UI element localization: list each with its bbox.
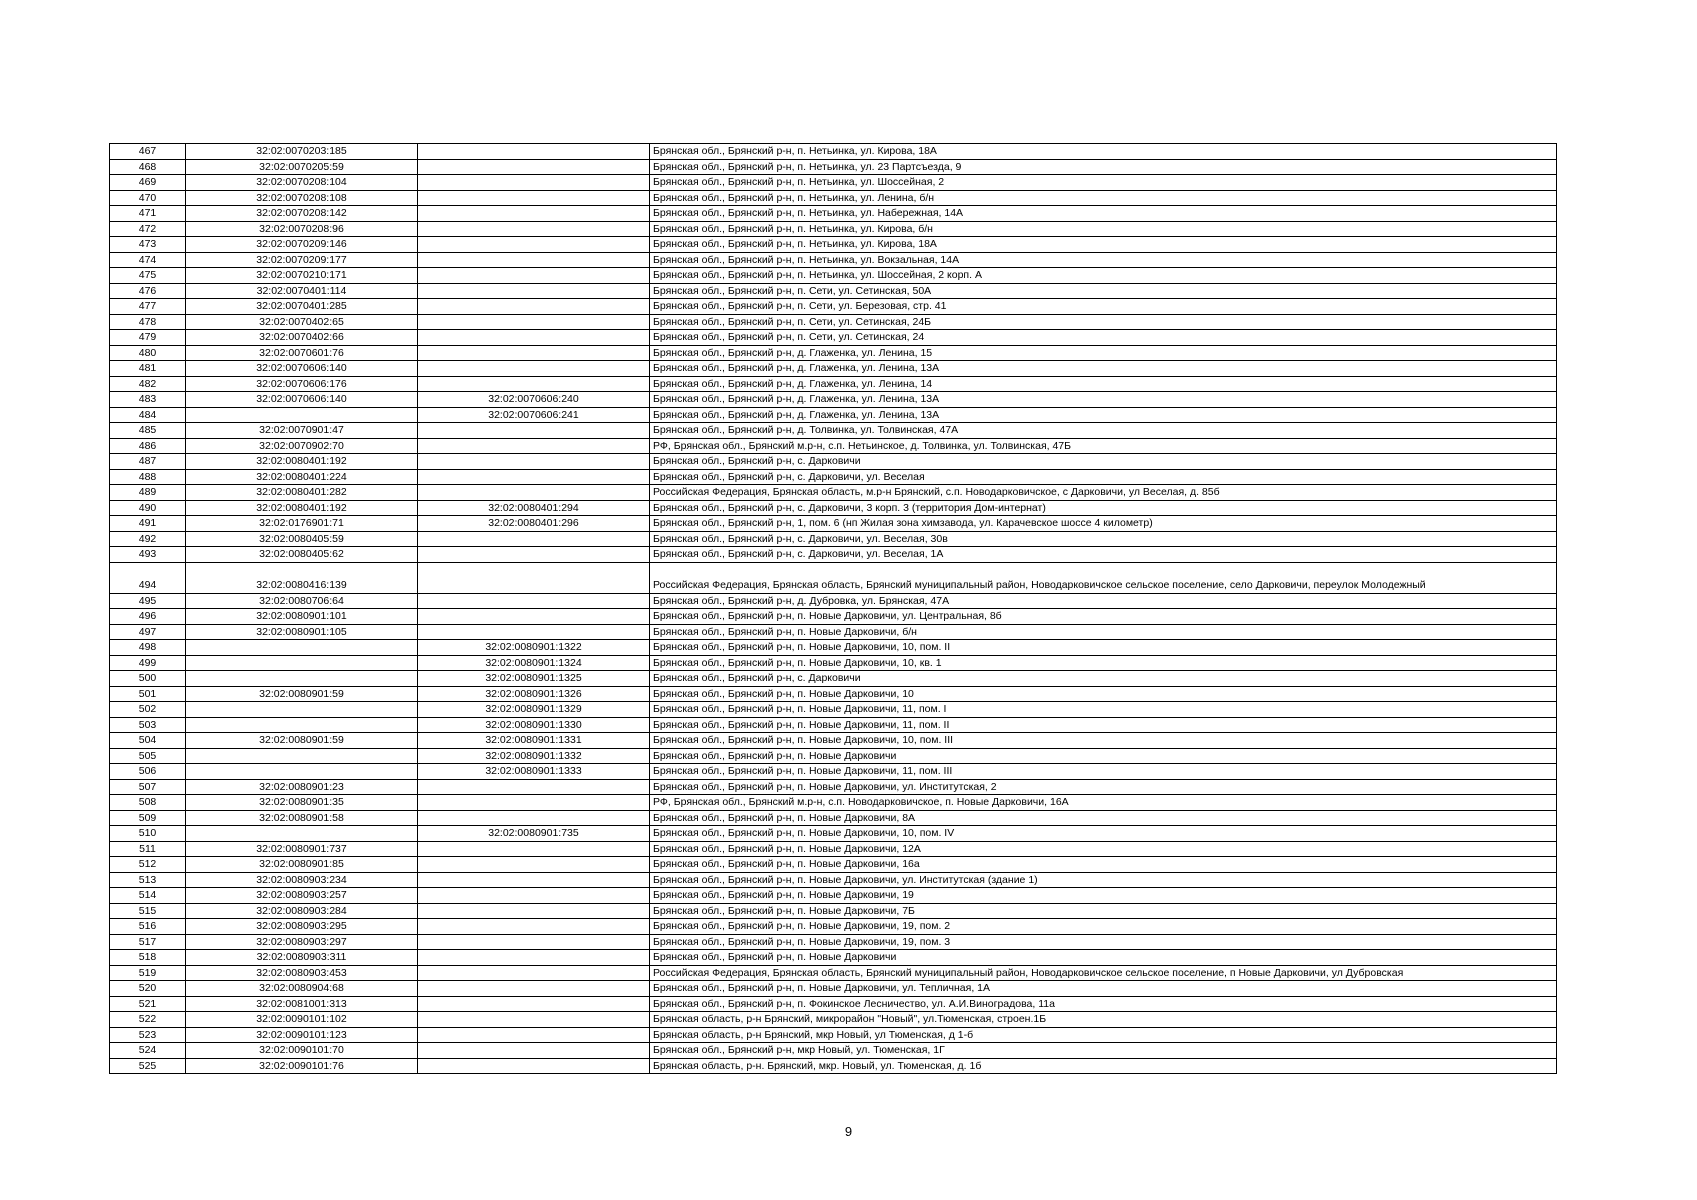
parcel-number-cell (418, 314, 650, 330)
row-number-cell: 468 (110, 159, 186, 175)
cadastral-number-cell: 32:02:0070209:177 (186, 252, 418, 268)
cadastral-number-cell: 32:02:0080904:68 (186, 981, 418, 997)
cadastral-number-cell: 32:02:0080903:453 (186, 965, 418, 981)
parcel-number-cell (418, 361, 650, 377)
parcel-number-cell: 32:02:0080901:1333 (418, 764, 650, 780)
address-cell: Брянская обл., Брянский р-н, п. Новые Дарковичи (650, 950, 1557, 966)
row-number-cell: 514 (110, 888, 186, 904)
parcel-number-cell (418, 330, 650, 346)
parcel-number-cell: 32:02:0080901:735 (418, 826, 650, 842)
table-row (110, 206, 1557, 222)
cadastral-number-cell: 32:02:0080903:257 (186, 888, 418, 904)
address-cell: Брянская обл., Брянский р-н, п. Новые Дарковичи, ул. Тепличная, 1А (650, 981, 1557, 997)
row-number-cell: 504 (110, 733, 186, 749)
table-row (110, 686, 1557, 702)
table-row (110, 175, 1557, 191)
row-number-cell: 499 (110, 655, 186, 671)
table-row (110, 423, 1557, 439)
row-number-cell: 472 (110, 221, 186, 237)
address-cell: Российская Федерация, Брянская область, Брянский муниципальный район, Новодарковичское сельское поселение, п Новые Дарковичи, ул Дубровская (650, 965, 1557, 981)
cadastral-number-cell: 32:02:0070402:65 (186, 314, 418, 330)
table-row (110, 159, 1557, 175)
cadastral-number-cell: 32:02:0080903:297 (186, 934, 418, 950)
table-row (110, 268, 1557, 284)
parcel-number-cell (418, 795, 650, 811)
row-number-cell: 515 (110, 903, 186, 919)
table-row (110, 485, 1557, 501)
parcel-number-cell: 32:02:0080901:1324 (418, 655, 650, 671)
row-number-cell: 481 (110, 361, 186, 377)
parcel-number-cell (418, 268, 650, 284)
cadastral-number-cell: 32:02:0080901:105 (186, 624, 418, 640)
table-row (110, 764, 1557, 780)
cadastral-number-cell: 32:02:0080401:282 (186, 485, 418, 501)
row-number-cell: 508 (110, 795, 186, 811)
address-cell: РФ, Брянская обл., Брянский м.р-н, с.п. Нетьинское, д. Толвинка, ул. Толвинская, 47Б (650, 438, 1557, 454)
address-cell: Брянская обл., Брянский р-н, п. Новые Дарковичи, 19 (650, 888, 1557, 904)
row-number-cell: 498 (110, 640, 186, 656)
address-cell: Брянская обл., Брянский р-н, д. Толвинка, ул. Толвинская, 47А (650, 423, 1557, 439)
parcel-number-cell: 32:02:0070606:240 (418, 392, 650, 408)
table-row (110, 702, 1557, 718)
cadastral-number-cell: 32:02:0070208:108 (186, 190, 418, 206)
table-row (110, 640, 1557, 656)
parcel-number-cell: 32:02:0080901:1326 (418, 686, 650, 702)
cadastral-number-cell: 32:02:0080901:85 (186, 857, 418, 873)
table-row (110, 624, 1557, 640)
table-row (110, 779, 1557, 795)
table-row (110, 438, 1557, 454)
address-cell: Брянская обл., Брянский р-н, с. Дарковичи, ул. Веселая, 30в (650, 531, 1557, 547)
row-number-cell: 488 (110, 469, 186, 485)
cadastral-number-cell: 32:02:0090101:123 (186, 1027, 418, 1043)
row-number-cell: 500 (110, 671, 186, 687)
cadastral-number-cell (186, 702, 418, 718)
cadastral-number-cell (186, 717, 418, 733)
row-number-cell: 496 (110, 609, 186, 625)
row-number-cell: 491 (110, 516, 186, 532)
table-row (110, 500, 1557, 516)
parcel-number-cell (418, 206, 650, 222)
table-row (110, 314, 1557, 330)
parcel-number-cell (418, 609, 650, 625)
cadastral-number-cell: 32:02:0080416:139 (186, 562, 418, 593)
table-row (110, 919, 1557, 935)
address-cell: Брянская обл., Брянский р-н, п. Новые Дарковичи, 10, пом. II (650, 640, 1557, 656)
address-cell: Брянская обл., Брянский р-н, п. Нетьинка, ул. Кирова, 18А (650, 237, 1557, 253)
cadastral-number-cell: 32:02:0090101:70 (186, 1043, 418, 1059)
parcel-number-cell: 32:02:0080901:1322 (418, 640, 650, 656)
parcel-number-cell (418, 903, 650, 919)
cadastral-number-cell: 32:02:0070606:140 (186, 361, 418, 377)
parcel-number-cell: 32:02:0080901:1325 (418, 671, 650, 687)
address-cell: Брянская обл., Брянский р-н, п. Сети, ул. Березовая, стр. 41 (650, 299, 1557, 315)
row-number-cell: 475 (110, 268, 186, 284)
address-cell: Брянская обл., Брянский р-н, п. Новые Дарковичи, 8А (650, 810, 1557, 826)
table-row (110, 857, 1557, 873)
cadastral-number-cell: 32:02:0070902:70 (186, 438, 418, 454)
cadastral-number-cell: 32:02:0070205:59 (186, 159, 418, 175)
row-number-cell: 495 (110, 593, 186, 609)
cadastral-number-cell: 32:02:0070402:66 (186, 330, 418, 346)
table-row (110, 671, 1557, 687)
parcel-number-cell (418, 547, 650, 563)
table-row (110, 1027, 1557, 1043)
address-cell: Брянская обл., Брянский р-н, п. Новые Дарковичи, 11, пом. I (650, 702, 1557, 718)
table-row (110, 841, 1557, 857)
cadastral-number-cell: 32:02:0080903:234 (186, 872, 418, 888)
row-number-cell: 525 (110, 1058, 186, 1074)
address-cell: Брянская обл., Брянский р-н, п. Нетьинка, ул. 23 Партсъезда, 9 (650, 159, 1557, 175)
cadastral-number-cell: 32:02:0080901:58 (186, 810, 418, 826)
cadastral-number-cell (186, 764, 418, 780)
row-number-cell: 473 (110, 237, 186, 253)
table-row (110, 469, 1557, 485)
parcel-number-cell: 32:02:0080901:1330 (418, 717, 650, 733)
address-cell: Российская Федерация, Брянская область, Брянский муниципальный район, Новодарковичское сельское поселение, село Дарковичи, переулок Молодежный (650, 562, 1557, 593)
address-cell: Брянская область, р-н. Брянский, мкр. Новый, ул. Тюменская, д. 1б (650, 1058, 1557, 1074)
parcel-number-cell (418, 175, 650, 191)
table-row (110, 748, 1557, 764)
address-cell: Брянская обл., Брянский р-н, п. Нетьинка, ул. Набережная, 14А (650, 206, 1557, 222)
cadastral-number-cell: 32:02:0070606:140 (186, 392, 418, 408)
parcel-number-cell (418, 1012, 650, 1028)
table-row (110, 252, 1557, 268)
table-row (110, 826, 1557, 842)
table-row (110, 237, 1557, 253)
address-cell: Брянская обл., Брянский р-н, с. Дарковичи, ул. Веселая (650, 469, 1557, 485)
address-cell: Брянская обл., Брянский р-н, п. Сети, ул. Сетинская, 24Б (650, 314, 1557, 330)
address-cell: Брянская обл., Брянский р-н, п. Нетьинка, ул. Кирова, б/н (650, 221, 1557, 237)
parcel-number-cell (418, 841, 650, 857)
row-number-cell: 492 (110, 531, 186, 547)
table-row (110, 810, 1557, 826)
property-table (109, 143, 1557, 1074)
row-number-cell: 519 (110, 965, 186, 981)
row-number-cell: 513 (110, 872, 186, 888)
address-cell: Брянская обл., Брянский р-н, п. Нетьинка, ул. Кирова, 18А (650, 144, 1557, 160)
cadastral-number-cell: 32:02:0090101:76 (186, 1058, 418, 1074)
table-row (110, 190, 1557, 206)
cadastral-number-cell: 32:02:0070401:285 (186, 299, 418, 315)
row-number-cell: 489 (110, 485, 186, 501)
parcel-number-cell (418, 888, 650, 904)
cadastral-number-cell: 32:02:0080901:101 (186, 609, 418, 625)
row-number-cell: 486 (110, 438, 186, 454)
address-cell: Брянская обл., Брянский р-н, п. Новые Дарковичи, 11, пом. III (650, 764, 1557, 780)
cadastral-number-cell (186, 655, 418, 671)
parcel-number-cell (418, 438, 650, 454)
table-row (110, 609, 1557, 625)
address-cell: Брянская обл., Брянский р-н, п. Нетьинка, ул. Шоссейная, 2 (650, 175, 1557, 191)
cadastral-number-cell: 32:02:0080706:64 (186, 593, 418, 609)
parcel-number-cell (418, 283, 650, 299)
cadastral-number-cell (186, 407, 418, 423)
parcel-number-cell (418, 252, 650, 268)
row-number-cell: 524 (110, 1043, 186, 1059)
row-number-cell: 503 (110, 717, 186, 733)
parcel-number-cell (418, 299, 650, 315)
parcel-number-cell (418, 872, 650, 888)
cadastral-number-cell: 32:02:0070606:176 (186, 376, 418, 392)
parcel-number-cell (418, 1027, 650, 1043)
parcel-number-cell (418, 221, 650, 237)
table-row (110, 655, 1557, 671)
parcel-number-cell (418, 345, 650, 361)
address-cell: Брянская обл., Брянский р-н, п. Новые Дарковичи, 10, пом. IV (650, 826, 1557, 842)
row-number-cell: 523 (110, 1027, 186, 1043)
table-row (110, 717, 1557, 733)
parcel-number-cell (418, 965, 650, 981)
parcel-number-cell (418, 485, 650, 501)
address-cell: Брянская обл., Брянский р-н, п. Новые Дарковичи, ул. Институтская (здание 1) (650, 872, 1557, 888)
row-number-cell: 509 (110, 810, 186, 826)
address-cell: Брянская обл., Брянский р-н, с. Дарковичи, ул. Веселая, 1А (650, 547, 1557, 563)
table-row (110, 795, 1557, 811)
table-row (110, 950, 1557, 966)
parcel-number-cell (418, 159, 650, 175)
row-number-cell: 511 (110, 841, 186, 857)
row-number-cell: 487 (110, 454, 186, 470)
cadastral-number-cell: 32:02:0070208:104 (186, 175, 418, 191)
row-number-cell: 467 (110, 144, 186, 160)
parcel-number-cell: 32:02:0070606:241 (418, 407, 650, 423)
address-cell: Брянская обл., Брянский р-н, п. Фокинское Лесничество, ул. А.И.Виноградова, 11а (650, 996, 1557, 1012)
table-row (110, 996, 1557, 1012)
cadastral-number-cell: 32:02:0080903:295 (186, 919, 418, 935)
cadastral-number-cell: 32:02:0080401:224 (186, 469, 418, 485)
address-cell: Брянская обл., Брянский р-н, п. Сети, ул. Сетинская, 24 (650, 330, 1557, 346)
address-cell: Брянская обл., Брянский р-н, д. Глаженка, ул. Ленина, 13А (650, 392, 1557, 408)
table-row (110, 345, 1557, 361)
cadastral-number-cell: 32:02:0080405:62 (186, 547, 418, 563)
address-cell: Брянская обл., Брянский р-н, п. Новые Дарковичи, 11, пом. II (650, 717, 1557, 733)
parcel-number-cell (418, 237, 650, 253)
table-row (110, 1043, 1557, 1059)
address-cell: Брянская обл., Брянский р-н, п. Новые Дарковичи, 19, пом. 3 (650, 934, 1557, 950)
row-number-cell: 493 (110, 547, 186, 563)
table-row (110, 1012, 1557, 1028)
address-cell: Брянская обл., Брянский р-н, п. Новые Дарковичи (650, 748, 1557, 764)
parcel-number-cell: 32:02:0080901:1331 (418, 733, 650, 749)
row-number-cell: 510 (110, 826, 186, 842)
address-cell: Брянская обл., Брянский р-н, п. Новые Дарковичи, 10, пом. III (650, 733, 1557, 749)
cadastral-number-cell: 32:02:0080901:23 (186, 779, 418, 795)
address-cell: Брянская обл., Брянский р-н, п. Новые Дарковичи, ул. Институтская, 2 (650, 779, 1557, 795)
table-row (110, 221, 1557, 237)
parcel-number-cell (418, 810, 650, 826)
row-number-cell: 507 (110, 779, 186, 795)
cadastral-number-cell: 32:02:0080901:35 (186, 795, 418, 811)
row-number-cell: 522 (110, 1012, 186, 1028)
address-cell: Брянская обл., Брянский р-н, 1, пом. 6 (нп Жилая зона химзавода, ул. Карачевское шоссе 4 километр) (650, 516, 1557, 532)
parcel-number-cell (418, 981, 650, 997)
address-cell: Брянская обл., Брянский р-н, д. Дубровка, ул. Брянская, 47А (650, 593, 1557, 609)
row-number-cell: 497 (110, 624, 186, 640)
parcel-number-cell: 32:02:0080401:294 (418, 500, 650, 516)
cadastral-number-cell: 32:02:0070209:146 (186, 237, 418, 253)
cadastral-number-cell: 32:02:0070601:76 (186, 345, 418, 361)
parcel-number-cell (418, 454, 650, 470)
table-row (110, 531, 1557, 547)
parcel-number-cell (418, 624, 650, 640)
address-cell: Брянская обл., Брянский р-н, п. Новые Дарковичи, ул. Центральная, 8б (650, 609, 1557, 625)
address-cell: Брянская обл., Брянский р-н, мкр Новый, ул. Тюменская, 1Г (650, 1043, 1557, 1059)
table-row (110, 981, 1557, 997)
row-number-cell: 494 (110, 562, 186, 593)
row-number-cell: 478 (110, 314, 186, 330)
cadastral-number-cell: 32:02:0090101:102 (186, 1012, 418, 1028)
table-row (110, 330, 1557, 346)
cadastral-number-cell: 32:02:0080903:284 (186, 903, 418, 919)
address-cell: Брянская обл., Брянский р-н, п. Новые Дарковичи, 10 (650, 686, 1557, 702)
parcel-number-cell (418, 376, 650, 392)
row-number-cell: 490 (110, 500, 186, 516)
table-row (110, 934, 1557, 950)
parcel-number-cell (418, 857, 650, 873)
table-row (110, 965, 1557, 981)
cadastral-number-cell: 32:02:0176901:71 (186, 516, 418, 532)
table-row (110, 144, 1557, 160)
row-number-cell: 516 (110, 919, 186, 935)
cadastral-number-cell: 32:02:0070401:114 (186, 283, 418, 299)
row-number-cell: 518 (110, 950, 186, 966)
address-cell: Брянская обл., Брянский р-н, п. Новые Дарковичи, 16а (650, 857, 1557, 873)
address-cell: Брянская обл., Брянский р-н, с. Дарковичи (650, 454, 1557, 470)
cadastral-number-cell: 32:02:0081001:313 (186, 996, 418, 1012)
parcel-number-cell (418, 950, 650, 966)
row-number-cell: 483 (110, 392, 186, 408)
address-cell: Брянская обл., Брянский р-н, п. Новые Дарковичи, б/н (650, 624, 1557, 640)
address-cell: Брянская обл., Брянский р-н, п. Новые Дарковичи, 7Б (650, 903, 1557, 919)
cadastral-number-cell: 32:02:0080401:192 (186, 454, 418, 470)
parcel-number-cell (418, 919, 650, 935)
parcel-number-cell (418, 1043, 650, 1059)
address-cell: Брянская обл., Брянский р-н, д. Глаженка, ул. Ленина, 13А (650, 361, 1557, 377)
row-number-cell: 501 (110, 686, 186, 702)
table-row (110, 392, 1557, 408)
address-cell: Брянская область, р-н Брянский, микрорайон "Новый", ул.Тюменская, строен.1Б (650, 1012, 1557, 1028)
row-number-cell: 474 (110, 252, 186, 268)
parcel-number-cell (418, 593, 650, 609)
cadastral-number-cell (186, 640, 418, 656)
property-table-body (110, 144, 1557, 1074)
row-number-cell: 470 (110, 190, 186, 206)
row-number-cell: 484 (110, 407, 186, 423)
parcel-number-cell (418, 190, 650, 206)
table-row (110, 547, 1557, 563)
table-row (110, 516, 1557, 532)
parcel-number-cell (418, 934, 650, 950)
address-cell: Брянская обл., Брянский р-н, п. Нетьинка, ул. Ленина, б/н (650, 190, 1557, 206)
address-cell: Брянская обл., Брянский р-н, п. Нетьинка, ул. Вокзальная, 14А (650, 252, 1557, 268)
address-cell: Брянская обл., Брянский р-н, п. Нетьинка, ул. Шоссейная, 2 корп. А (650, 268, 1557, 284)
page-number: 9 (844, 1124, 853, 1139)
address-cell: Брянская обл., Брянский р-н, д. Глаженка, ул. Ленина, 15 (650, 345, 1557, 361)
parcel-number-cell (418, 423, 650, 439)
row-number-cell: 521 (110, 996, 186, 1012)
table-row (110, 361, 1557, 377)
address-cell: Брянская область, р-н Брянский, мкр Новый, ул Тюменская, д 1-б (650, 1027, 1557, 1043)
parcel-number-cell (418, 531, 650, 547)
table-row (110, 407, 1557, 423)
parcel-number-cell: 32:02:0080901:1332 (418, 748, 650, 764)
address-cell: Брянская обл., Брянский р-н, п. Новые Дарковичи, 12А (650, 841, 1557, 857)
parcel-number-cell (418, 144, 650, 160)
cadastral-number-cell (186, 671, 418, 687)
cadastral-number-cell: 32:02:0080901:59 (186, 686, 418, 702)
row-number-cell: 512 (110, 857, 186, 873)
address-cell: Брянская обл., Брянский р-н, д. Глаженка, ул. Ленина, 13А (650, 407, 1557, 423)
row-number-cell: 520 (110, 981, 186, 997)
table-row (110, 593, 1557, 609)
cadastral-number-cell: 32:02:0080901:737 (186, 841, 418, 857)
cadastral-number-cell: 32:02:0070210:171 (186, 268, 418, 284)
row-number-cell: 469 (110, 175, 186, 191)
row-number-cell: 485 (110, 423, 186, 439)
parcel-number-cell: 32:02:0080401:296 (418, 516, 650, 532)
row-number-cell: 477 (110, 299, 186, 315)
cadastral-number-cell: 32:02:0070901:47 (186, 423, 418, 439)
address-cell: РФ, Брянская обл., Брянский м.р-н, с.п. Новодарковичское, п. Новые Дарковичи, 16А (650, 795, 1557, 811)
cadastral-number-cell: 32:02:0070203:185 (186, 144, 418, 160)
address-cell: Брянская обл., Брянский р-н, п. Новые Дарковичи, 10, кв. 1 (650, 655, 1557, 671)
cadastral-number-cell: 32:02:0080901:59 (186, 733, 418, 749)
table-row (110, 376, 1557, 392)
parcel-number-cell (418, 779, 650, 795)
parcel-number-cell (418, 996, 650, 1012)
cadastral-number-cell: 32:02:0070208:96 (186, 221, 418, 237)
row-number-cell: 482 (110, 376, 186, 392)
table-row (110, 283, 1557, 299)
table-row (110, 903, 1557, 919)
row-number-cell: 479 (110, 330, 186, 346)
parcel-number-cell (418, 1058, 650, 1074)
row-number-cell: 505 (110, 748, 186, 764)
table-row (110, 454, 1557, 470)
address-cell: Брянская обл., Брянский р-н, д. Глаженка, ул. Ленина, 14 (650, 376, 1557, 392)
address-cell: Российская Федерация, Брянская область, м.р-н Брянский, с.п. Новодарковичское, с Дарковичи, ул Веселая, д. 85б (650, 485, 1557, 501)
parcel-number-cell (418, 562, 650, 593)
cadastral-number-cell: 32:02:0080401:192 (186, 500, 418, 516)
row-number-cell: 471 (110, 206, 186, 222)
cadastral-number-cell: 32:02:0080903:311 (186, 950, 418, 966)
address-cell: Брянская обл., Брянский р-н, п. Сети, ул. Сетинская, 50А (650, 283, 1557, 299)
row-number-cell: 502 (110, 702, 186, 718)
row-number-cell: 506 (110, 764, 186, 780)
address-cell: Брянская обл., Брянский р-н, с. Дарковичи, 3 корп. 3 (территория Дом-интернат) (650, 500, 1557, 516)
address-cell: Брянская обл., Брянский р-н, п. Новые Дарковичи, 19, пом. 2 (650, 919, 1557, 935)
row-number-cell: 476 (110, 283, 186, 299)
cadastral-number-cell (186, 748, 418, 764)
table-row (110, 562, 1557, 593)
cadastral-number-cell: 32:02:0070208:142 (186, 206, 418, 222)
row-number-cell: 480 (110, 345, 186, 361)
table-row (110, 888, 1557, 904)
table-row (110, 299, 1557, 315)
cadastral-number-cell: 32:02:0080405:59 (186, 531, 418, 547)
table-row (110, 872, 1557, 888)
cadastral-number-cell (186, 826, 418, 842)
address-cell: Брянская обл., Брянский р-н, с. Дарковичи (650, 671, 1557, 687)
parcel-number-cell: 32:02:0080901:1329 (418, 702, 650, 718)
table-row (110, 1058, 1557, 1074)
table-row (110, 733, 1557, 749)
row-number-cell: 517 (110, 934, 186, 950)
parcel-number-cell (418, 469, 650, 485)
